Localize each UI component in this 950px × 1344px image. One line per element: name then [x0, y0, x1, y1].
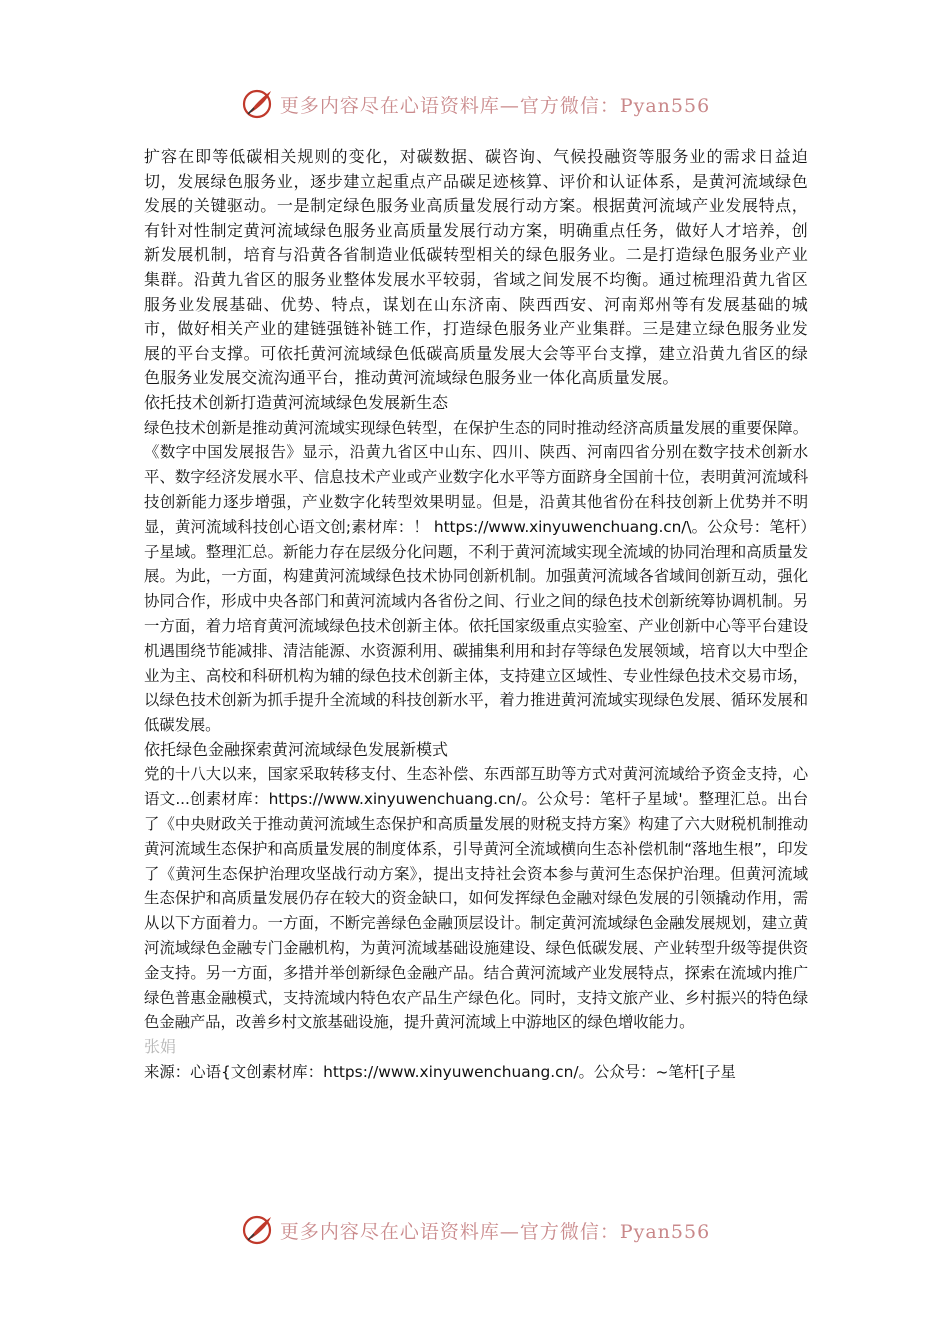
quill-logo-icon	[240, 86, 276, 122]
banner-text: 更多内容尽在心语资料库—官方微信：Pyan556	[279, 1220, 711, 1243]
paragraph-tech-innovation: 绿色技术创新是推动黄河流域实现绿色转型，在保护生态的同时推动经济高质量发展的重要保障。《数字中国发展报告》显示，沿黄九省区中山东、四川、陕西、河南四省分别在数字技术创新水平、数字经济发展水平、信息技术产业或产业数字化水平等方面跻身全国前十位，表明黄河流域科技创新能力逐步增强，产业数字化转型效果明显。但是，沿黄其他省份在科技创新上优势并不明显，黄河流域科技创心语文创;素材库：！ https://www.xinyuwenchuang.cn/\。公众号：笔杆）子星域。整理汇总。新能力存在层级分化问题，不利于黄河流域实现全流域的协同治理和高质量发展。为此，一方面，构建黄河流域绿色技术协同创新机制。加强黄河流域各省域间创新互动，强化协同合作，形成中央各部门和黄河流域内各省份之间、行业之间的绿色技术创新统筹协调机制。另一方面，着力培育黄河流域绿色技术创新主体。依托国家级重点实验室、产业创新中心等平台建设机遇围绕节能减排、清洁能源、水资源利用、碳捕集利用和封存等绿色发展领域，培育以大中型企业为主、高校和科研机构为辅的绿色技术创新主体，支持建立区域性、专业性绿色技术交易市场，以绿色技术创新为抓手提升全流域的科技创新水平，着力推进黄河流域实现绿色发展、循环发展和低碳发展。	[144, 418, 808, 735]
article-body	[144, 145, 808, 1085]
paragraph-green-services: 扩容在即等低碳相关规则的变化，对碳数据、碳咨询、气候投融资等服务业的需求日益迫切，发展绿色服务业，逐步建立起重点产品碳足迹核算、评价和认证体系，是黄河流域绿色发展的关键驱动。一是制定绿色服务业高质量发展行动方案。根据黄河流域产业发展特点，有针对性制定黄河流域绿色服务业高质量发展行动方案，明确重点任务，做好人才培养，创新发展机制，培育与沿黄各省制造业低碳转型相关的绿色服务业。二是打造绿色服务业产业集群。沿黄九省区的服务业整体发展水平较弱，省域之间发展不均衡。通过梳理沿黄九省区服务业发展基础、优势、特点，谋划在山东济南、陕西西安、河南郑州等有发展基础的城市，做好相关产业的建链强链补链工作，打造绿色服务业产业集群。三是建立绿色服务业发展的平台支撑。可依托黄河流域绿色低碳高质量发展大会等平台支撑，建立沿黄九省区的绿色服务业发展交流沟通平台，推动黄河流域绿色服务业一体化高质量发展。	[144, 147, 808, 388]
banner-text: 更多内容尽在心语资料库—官方微信：Pyan556	[279, 94, 711, 117]
footer-banner	[0, 1210, 950, 1250]
paragraph-green-finance: 党的十八大以来，国家采取转移支付、生态补偿、东西部互助等方式对黄河流域给予资金支持，心语文...创素材库：https://www.xinyuwenchuang.cn/。公众号：笔杆子星域'。整理汇总。出台了《中央财政关于推动黄河流域生态保护和高质量发展的财税支持方案》构建了六大财税机制推动黄河流域生态保护和高质量发展的制度体系，引导黄河全流域横向生态补偿机制“落地生根”，印发了《黄河生态保护治理攻坚战行动方案》，提出支持社会资本参与黄河生态保护治理。但黄河流域生态保护和高质量发展仍存在较大的资金缺口，如何发挥绿色金融对绿色发展的引领撬动作用，需从以下方面着力。一方面，不断完善绿色金融顶层设计。制定黄河流域绿色金融发展规划，建立黄河流域绿色金融专门金融机构，为黄河流域基础设施建设、绿色低碳发展、产业转型升级等提供资金支持。另一方面，多措并举创新绿色金融产品。结合黄河流域产业发展特点，探索在流域内推广绿色普惠金融模式，支持流域内特色农产品生产绿色化。同时，支持文旅产业、乡村振兴的特色绿色金融产品，改善乡村文旅基础设施，提升黄河流域上中游地区的绿色增收能力。	[144, 765, 808, 1032]
source-line: 来源：心语{文创素材库：https://www.xinyuwenchuang.cn/。公众号：~笔杆[子星	[144, 1062, 736, 1081]
section-heading-tech: 依托技术创新打造黄河流域绿色发展新生态	[144, 392, 449, 412]
author-name: 张娟	[144, 1037, 177, 1057]
section-heading-finance: 依托绿色金融探索黄河流域绿色发展新模式	[144, 739, 449, 759]
header-banner	[0, 84, 950, 124]
quill-logo-icon	[240, 1212, 276, 1248]
